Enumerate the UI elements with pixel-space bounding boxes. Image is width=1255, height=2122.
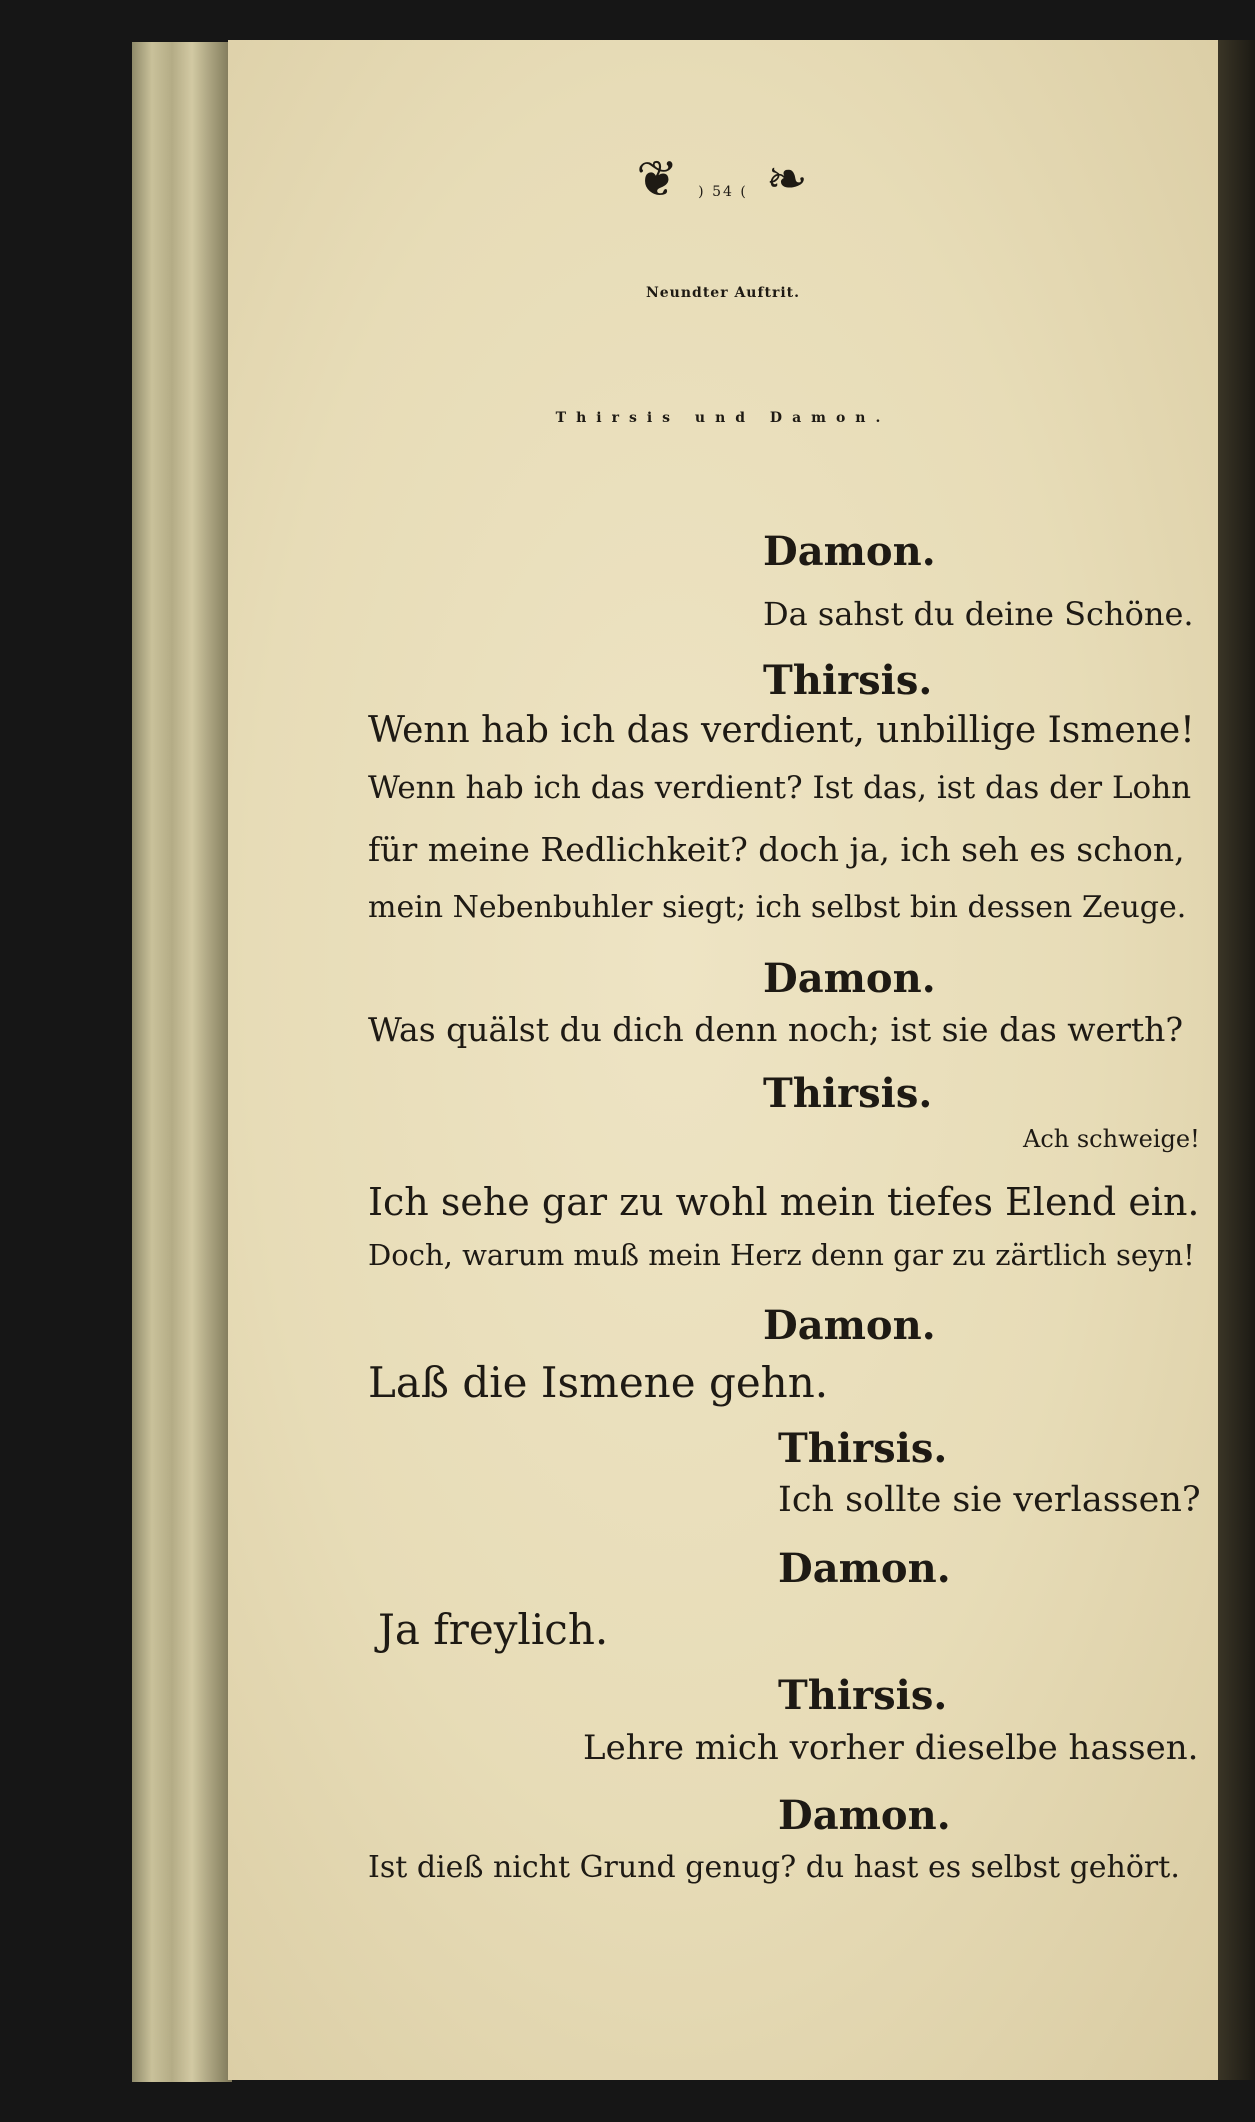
page-header (228, 150, 1218, 208)
verse-line: Wenn hab ich das verdient, unbillige Ismene! (368, 710, 1195, 751)
next-page-shadow (1218, 40, 1255, 2080)
verse-line: Da sahst du deine Schöne. (763, 595, 1194, 633)
speaker-label: Thirsis. (778, 1425, 948, 1472)
speaker-label: Thirsis. (763, 657, 933, 704)
verse-line: Was quälst du dich denn noch; ist sie das werth? (368, 1010, 1184, 1049)
verse-line: Wenn hab ich das verdient? Ist das, ist das der Lohn (368, 770, 1192, 806)
verse-line: mein Nebenbuhler siegt; ich selbst bin dessen Zeuge. (368, 890, 1187, 925)
verse-line: Ach schweige! (1023, 1125, 1200, 1153)
ornament-left-icon: ❦ (636, 150, 681, 208)
ornament-right-icon: ❧ (765, 150, 810, 208)
page-number: 54 (712, 184, 734, 200)
speaker-label: Damon. (778, 1545, 951, 1592)
scene-characters: Thirsis und Damon. (555, 410, 891, 426)
verse-line: Ich sehe gar zu wohl mein tiefes Elend ein. (368, 1180, 1200, 1224)
book-page-edges (132, 42, 232, 2082)
speaker-label: Damon. (763, 955, 936, 1002)
header-paren-left: ) (698, 184, 713, 200)
verse-line: Ja freylich. (378, 1605, 609, 1654)
verse-line: Ich sollte sie verlassen? (778, 1480, 1201, 1520)
speaker-label: Thirsis. (763, 1070, 933, 1117)
verse-line: Lehre mich vorher dieselbe hassen. (583, 1728, 1199, 1768)
header-paren-right: ( (733, 184, 748, 200)
verse-line: Laß die Ismene gehn. (368, 1358, 829, 1407)
verse-line: Ist dieß nicht Grund genug? du hast es selbst gehört. (368, 1850, 1180, 1885)
speaker-label: Thirsis. (778, 1672, 948, 1719)
verse-line: für meine Redlichkeit? doch ja, ich seh es schon, (368, 830, 1185, 869)
book-page (228, 40, 1218, 2080)
verse-line: Doch, warum muß mein Herz denn gar zu zärtlich seyn! (368, 1238, 1195, 1272)
speaker-label: Damon. (763, 528, 936, 575)
scene-title: Neundter Auftrit. (645, 285, 801, 301)
speaker-label: Damon. (763, 1302, 936, 1349)
speaker-label: Damon. (778, 1792, 951, 1839)
